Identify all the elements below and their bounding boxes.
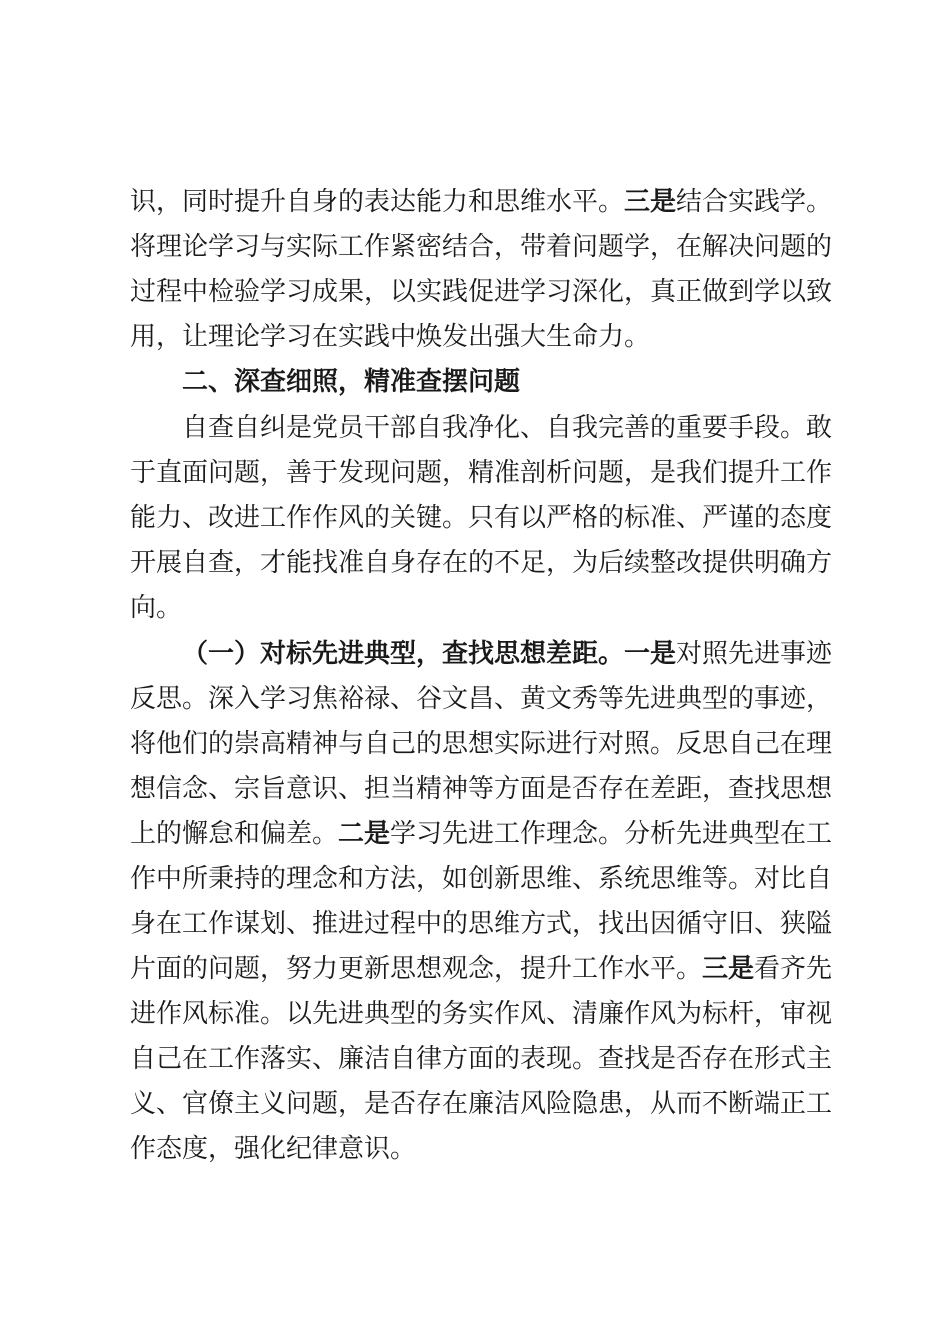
bold-marker: 一是 — [624, 639, 677, 669]
section-heading: 二、深查细照，精准查摆问题 — [182, 367, 521, 397]
subsection-heading: （一）对标先进典型，查找思想差距。 — [182, 639, 625, 669]
paragraph-2-line-3: 能力、改进工作作风的关键。只有以严格的标准、严谨的态度 — [130, 503, 833, 533]
bold-marker: 三是 — [624, 187, 677, 217]
paragraph-2-line-5: 向。 — [130, 593, 183, 623]
bold-marker: 三是 — [702, 954, 755, 984]
paragraph-3-line-8: 片面的问题，努力更新思想观念，提升工作水平。三是看齐先 — [130, 954, 833, 984]
paragraph-3-line-11: 义、官僚主义问题，是否存在廉洁风险隐患，从而不断端正工 — [130, 1089, 833, 1119]
paragraph-3-line-9: 进作风标准。以先进典型的务实作风、清廉作风为标杆，审视 — [130, 999, 833, 1029]
paragraph-3-line-6: 作中所秉持的理念和方法，如创新思维、系统思维等。对比自 — [130, 864, 833, 894]
paragraph-1-line-3: 过程中检验学习成果，以实践促进学习深化，真正做到学以致 — [130, 277, 833, 307]
paragraph-3-line-10: 自己在工作落实、廉洁自律方面的表现。查找是否存在形式主 — [130, 1044, 833, 1074]
paragraph-2-line-4: 开展自查，才能找准自身存在的不足，为后续整改提供明确方 — [130, 548, 833, 578]
bold-marker: 二是 — [338, 819, 391, 849]
paragraph-3-line-2: 反思。深入学习焦裕禄、谷文昌、黄文秀等先进典型的事迹， — [130, 684, 833, 714]
paragraph-3-line-12: 作态度，强化纪律意识。 — [130, 1134, 417, 1164]
paragraph-3-line-7: 身在工作谋划、推进过程中的思维方式，找出因循守旧、狭隘 — [130, 909, 833, 939]
paragraph-2-line-2: 于直面问题，善于发现问题，精准剖析问题，是我们提升工作 — [130, 458, 833, 488]
paragraph-3-line-1: （一）对标先进典型，查找思想差距。一是对照先进事迹 — [182, 639, 833, 669]
paragraph-1-line-4: 用，让理论学习在实践中焕发出强大生命力。 — [130, 322, 651, 352]
paragraph-1-line-2: 将理论学习与实际工作紧密结合，带着问题学，在解决问题的 — [130, 232, 833, 262]
paragraph-3-line-3: 将他们的崇高精神与自己的思想实际进行对照。反思自己在理 — [130, 729, 833, 759]
paragraph-2-line-1: 自查自纠是党员干部自我净化、自我完善的重要手段。敢 — [182, 413, 833, 443]
paragraph-3-line-4: 想信念、宗旨意识、担当精神等方面是否存在差距，查找思想 — [130, 774, 833, 804]
paragraph-3-line-5: 上的懈怠和偏差。二是学习先进工作理念。分析先进典型在工 — [130, 819, 833, 849]
paragraph-1-line-1: 识，同时提升自身的表达能力和思维水平。三是结合实践学。 — [130, 187, 833, 217]
